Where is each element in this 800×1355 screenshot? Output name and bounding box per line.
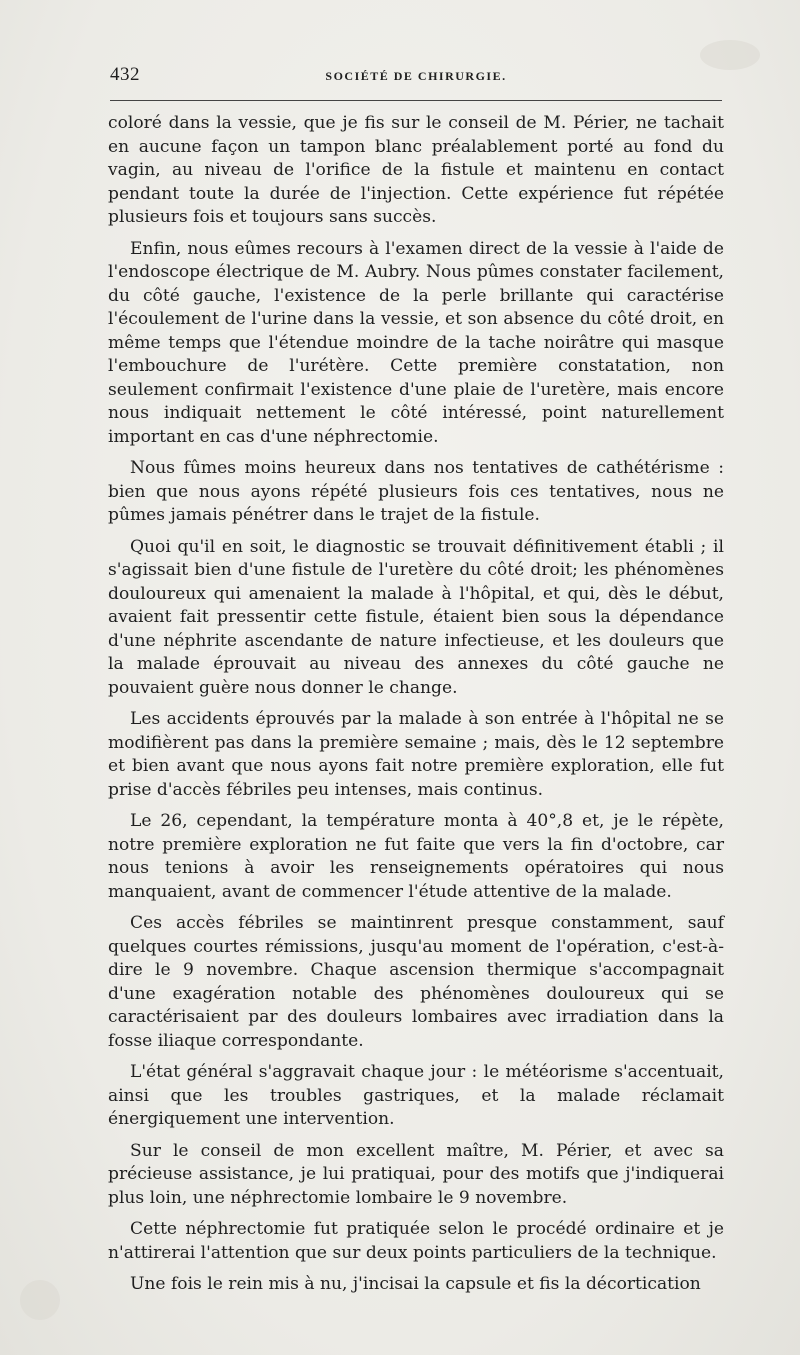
paragraph: Quoi qu'il en soit, le diagnostic se trouvait définitivement établi ; il s'agissait bien d'une fistule de l'uretère du côté droit; les phénomènes douloureux qui amenaient la malade à l'hôpital, et qui, dès le début, avaient fait pressentir cette fistule, étaient bien sous la dépendance d'une néphrite ascendante de nature infectieuse, et les douleurs que la malade éprouvait au niveau des annexes du côté gauche ne pouvaient guère nous donner le change. [108, 536, 724, 698]
paragraph: Ces accès fébriles se maintinrent presque constamment, sauf quelques courtes rémissions, jusqu'au moment de l'opération, c'est-à-dire le 9 novembre. Chaque ascension thermique s'accompagnait d'une exagération notable des phénomènes douloureux qui se caractérisaient par des douleurs lombaires avec irradiation dans la fosse iliaque correspondante. [108, 913, 724, 1051]
page-number: 432 [110, 64, 140, 85]
paragraph: Les accidents éprouvés par la malade à son entrée à l'hôpital ne se modifièrent pas dans la première semaine ; mais, dès le 12 septembre et bien avant que nous ayons fait notre première exploration, elle fut prise d'accès fébriles peu intenses, mais continus. [108, 709, 724, 800]
paragraph: Une fois le rein mis à nu, j'incisai la capsule et fis la décortication [130, 1274, 701, 1294]
header-rule [110, 100, 722, 101]
paragraph: Sur le conseil de mon excellent maître, M. Périer, et avec sa précieuse assistance, je lui pratiquai, pour des motifs que j'indiquerai plus loin, une néphrectomie lombaire le 9 novembre. [108, 1140, 724, 1208]
page-header [110, 64, 722, 92]
paragraph: Le 26, cependant, la température monta à 40°,8 et, je le répète, notre première exploration ne fut faite que vers la fin d'octobre, car nous tenions à avoir les renseignements opératoires qui nous manquaient, avant de commencer l'étude attentive de la malade. [108, 811, 724, 902]
body-text [108, 112, 724, 1305]
paragraph: coloré dans la vessie, que je fis sur le conseil de M. Périer, ne tachait en aucune façon un tampon blanc préalablement porté au fond du vagin, au niveau de l'orifice de la fistule et maintenu en contact pendant toute la durée de l'injection. Cette expérience fut répétée plusieurs fois et toujours sans succès. [108, 113, 724, 227]
paragraph: L'état général s'aggravait chaque jour : le météorisme s'accentuait, ainsi que les troubles gastriques, et la malade réclamait énergiquement une intervention. [108, 1062, 724, 1129]
paragraph: Cette néphrectomie fut pratiquée selon le procédé ordinaire et je n'attirerai l'attention que sur deux points particuliers de la technique. [108, 1219, 724, 1263]
paper-stain [20, 1280, 60, 1320]
paragraph: Nous fûmes moins heureux dans nos tentatives de cathétérisme : bien que nous ayons répété plusieurs fois ces tentatives, nous ne pûmes jamais pénétrer dans le trajet de la fistule. [108, 458, 724, 525]
running-head: SOCIÉTÉ DE CHIRURGIE. [325, 69, 507, 83]
paragraph: Enfin, nous eûmes recours à l'examen direct de la vessie à l'aide de l'endoscope électrique de M. Aubry. Nous pûmes constater facilement, du côté gauche, l'existence de la perle brillante qui caractérise l'écoulement de l'urine dans la vessie, et son absence du côté droit, en même temps que l'étendue moindre de la tache noirâtre qui masque l'embouchure de l'urétère. Cette première constatation, non seulement confirmait l'existence d'une plaie de l'uretère, mais encore nous indiquait nettement le côté intéressé, point naturellement important en cas d'une néphrectomie. [108, 238, 724, 447]
